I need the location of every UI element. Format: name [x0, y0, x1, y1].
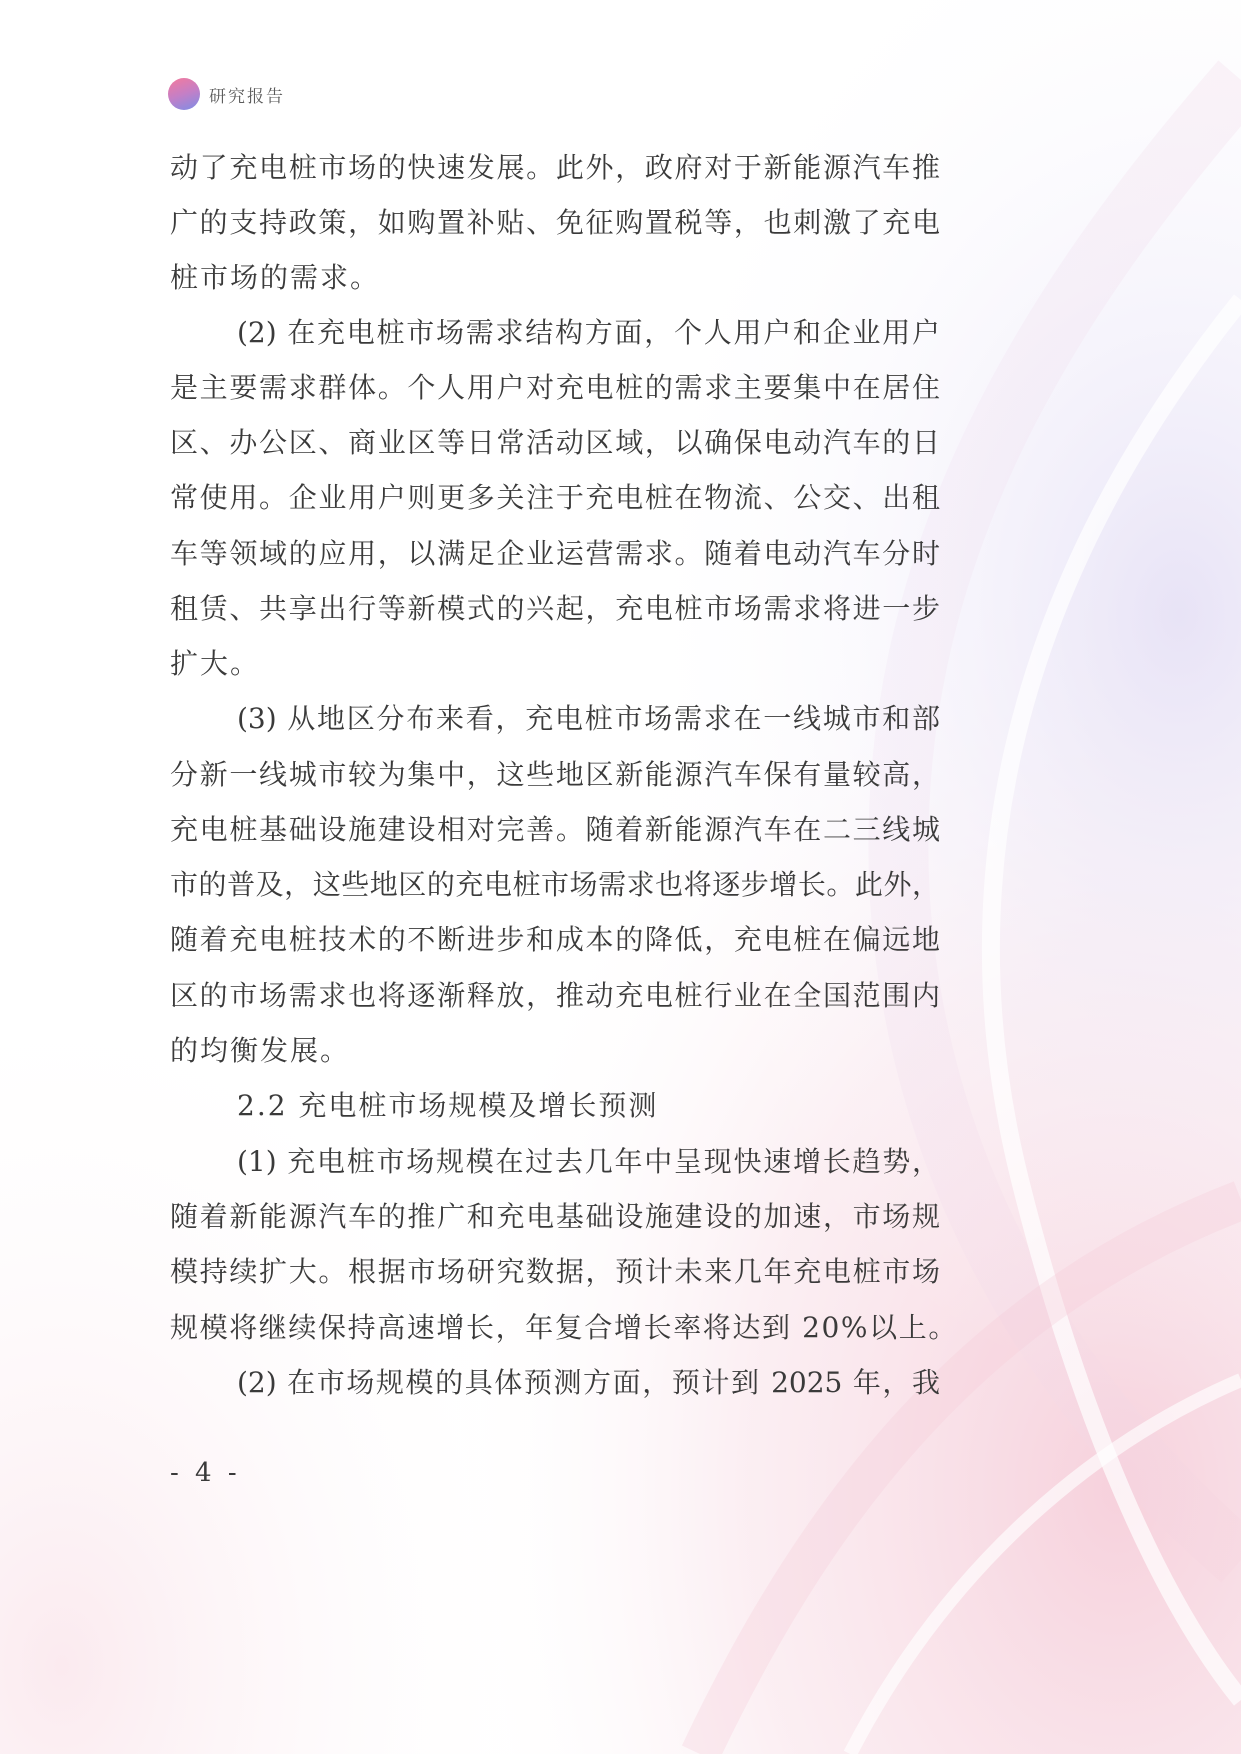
- body-line: 随着新能源汽车的推广和充电基础设施建设的加速，市场规: [170, 1200, 940, 1233]
- body-line: 车等领域的应用，以满足企业运营需求。随着电动汽车分时: [170, 537, 940, 570]
- section-heading: 2.2 充电桩市场规模及增长预测: [237, 1089, 659, 1122]
- body-line: (3) 从地区分布来看，充电桩市场需求在一线城市和部: [237, 702, 940, 735]
- body-line: 是主要需求群体。个人用户对充电桩的需求主要集中在居住: [170, 371, 940, 404]
- body-line: 常使用。企业用户则更多关注于充电桩在物流、公交、出租: [170, 481, 940, 514]
- body-line: 随着充电桩技术的不断进步和成本的降低，充电桩在偏远地: [170, 923, 940, 956]
- body-line: 动了充电桩市场的快速发展。此外，政府对于新能源汽车推: [170, 151, 940, 184]
- body-line: 广的支持政策，如购置补贴、免征购置税等，也刺激了充电: [170, 206, 940, 239]
- body-line: (2) 在充电桩市场需求结构方面，个人用户和企业用户: [237, 316, 940, 349]
- body-line: 桩市场的需求。: [170, 261, 381, 294]
- body-line: 分新一线城市较为集中，这些地区新能源汽车保有量较高，: [170, 758, 940, 791]
- body-line: 市的普及，这些地区的充电桩市场需求也将逐步增长。此外，: [170, 868, 940, 901]
- body-line: 区、办公区、商业区等日常活动区域，以确保电动汽车的日: [170, 426, 940, 459]
- body-line: 的均衡发展。: [170, 1034, 351, 1067]
- body-line: (1) 充电桩市场规模在过去几年中呈现快速增长趋势，: [237, 1145, 940, 1178]
- body-line: 扩大。: [170, 647, 261, 680]
- body-line: 模持续扩大。根据市场研究数据，预计未来几年充电桩市场: [170, 1255, 940, 1288]
- header-title: 研究报告: [209, 86, 285, 107]
- body-line: 区的市场需求也将逐渐释放，推动充电桩行业在全国范围内: [170, 979, 940, 1012]
- body-line: 租赁、共享出行等新模式的兴起，充电桩市场需求将进一步: [170, 592, 940, 625]
- body-line: 规模将继续保持高速增长，年复合增长率将达到 20%以上。: [170, 1311, 958, 1344]
- body-line: (2) 在市场规模的具体预测方面，预计到 2025 年，我: [237, 1366, 940, 1399]
- body-line: 充电桩基础设施建设相对完善。随着新能源汽车在二三线城: [170, 813, 940, 846]
- page-number: - 4 -: [170, 1458, 241, 1488]
